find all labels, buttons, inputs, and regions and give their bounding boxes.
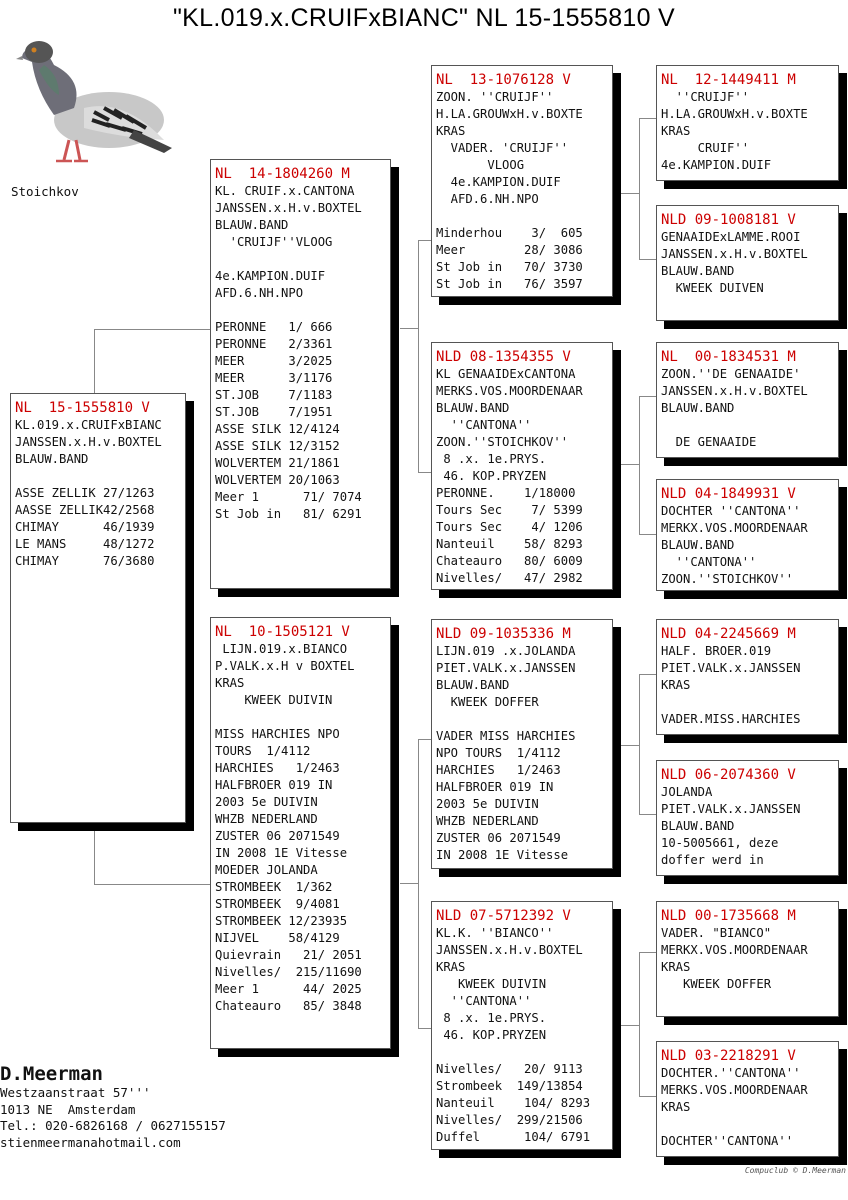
owner-info bbox=[0, 1063, 226, 1151]
pedigree-line: KL GENAAIDExCANTONA bbox=[436, 367, 576, 381]
pedigree-line: MERKX.VOS.MOORDENAAR bbox=[661, 521, 808, 535]
pedigree-line: Meer 1 71/ 7074 bbox=[215, 490, 362, 504]
pedigree-card-dam-dam bbox=[431, 901, 613, 1150]
pedigree-line: KL. CRUIF.x.CANTONA bbox=[215, 184, 355, 198]
pedigree-line: BLAUW.BAND bbox=[215, 218, 289, 232]
pedigree-line: Quievrain 21/ 2051 bbox=[215, 948, 362, 962]
pedigree-line: TOURS 1/4112 bbox=[215, 744, 311, 758]
pedigree-line: PERONNE. 1/18000 bbox=[436, 486, 576, 500]
pedigree-line: VADER. "BIANCO" bbox=[661, 926, 772, 940]
pedigree-card-subject bbox=[10, 393, 186, 823]
pedigree-line: Tours Sec 4/ 1206 bbox=[436, 520, 583, 534]
pedigree-line: ASSE ZELLIK 27/1263 bbox=[15, 486, 155, 500]
pedigree-line: BLAUW.BAND bbox=[436, 401, 510, 415]
ring-number: NL 13-1076128 V bbox=[436, 72, 571, 88]
pedigree-line: JANSSEN.x.H.v.BOXTEL bbox=[661, 247, 808, 261]
pedigree-card-dam-sire-sire bbox=[656, 619, 839, 735]
pedigree-line: CHIMAY 46/1939 bbox=[15, 520, 155, 534]
pedigree-line: KL.019.x.CRUIFxBIANC bbox=[15, 418, 162, 432]
pedigree-line: ZOON.''STOICHKOV'' bbox=[436, 435, 569, 449]
pedigree-line: H.LA.GROUWxH.v.BOXTE bbox=[436, 107, 583, 121]
pedigree-line: H.LA.GROUWxH.v.BOXTE bbox=[661, 107, 808, 121]
pedigree-card-sire-dam-sire bbox=[656, 342, 839, 458]
pedigree-line: HALF. BROER.019 bbox=[661, 644, 772, 658]
pedigree-card-dam-dam-dam bbox=[656, 1041, 839, 1157]
pedigree-line: ST.JOB 7/1951 bbox=[215, 405, 333, 419]
pedigree-line: PIET.VALK.x.JANSSEN bbox=[661, 802, 801, 816]
pedigree-line: DOCHTER ''CANTONA'' bbox=[661, 504, 801, 518]
pedigree-card-dam-sire-dam bbox=[656, 760, 839, 876]
pedigree-line: 'CRUIJF''VLOOG bbox=[215, 235, 333, 249]
bird-caption: Stoichkov bbox=[11, 184, 79, 199]
ring-number: NLD 07-5712392 V bbox=[436, 908, 571, 924]
pedigree-line: ZOON. ''CRUIJF'' bbox=[436, 90, 554, 104]
pedigree-line: 4e.KAMPION.DUIF bbox=[215, 269, 326, 283]
pedigree-line: LE MANS 48/1272 bbox=[15, 537, 155, 551]
pedigree-card-dam-dam-sire bbox=[656, 901, 839, 1017]
pedigree-line: NIJVEL 58/4129 bbox=[215, 931, 340, 945]
pedigree-line: VLOOG bbox=[436, 158, 525, 172]
pedigree-line: MEER 3/1176 bbox=[215, 371, 333, 385]
pedigree-line: BLAUW.BAND bbox=[661, 819, 735, 833]
pedigree-line: MEER 3/2025 bbox=[215, 354, 333, 368]
pedigree-line bbox=[215, 709, 386, 726]
pedigree-line: AFD.6.NH.NPO bbox=[215, 286, 304, 300]
pedigree-line: ZUSTER 06 2071549 bbox=[436, 831, 561, 845]
ring-number: NL 14-1804260 M bbox=[215, 166, 350, 182]
ring-number: NLD 04-2245669 M bbox=[661, 626, 796, 642]
pedigree-line: MERKX.VOS.MOORDENAAR bbox=[661, 943, 808, 957]
pedigree-line: STROMBEEK 9/4081 bbox=[215, 897, 340, 911]
pedigree-line: JANSSEN.x.H.v.BOXTEL bbox=[215, 201, 362, 215]
ring-number: NLD 08-1354355 V bbox=[436, 349, 571, 365]
pedigree-line: ''CANTONA'' bbox=[436, 418, 532, 432]
pedigree-line: VADER MISS HARCHIES bbox=[436, 729, 576, 743]
pedigree-line bbox=[661, 417, 834, 434]
pedigree-line: ZOON.''DE GENAAIDE' bbox=[661, 367, 801, 381]
pedigree-line: BLAUW.BAND bbox=[436, 678, 510, 692]
pedigree-line bbox=[215, 302, 386, 319]
pedigree-line: ASSE SILK 12/3152 bbox=[215, 439, 340, 453]
pedigree-line: KRAS bbox=[436, 124, 466, 138]
ring-number: NLD 06-2074360 V bbox=[661, 767, 796, 783]
page-title: "KL.019.x.CRUIFxBIANC" NL 15-1555810 V bbox=[172, 4, 676, 32]
pedigree-line: GENAAIDExLAMME.ROOI bbox=[661, 230, 801, 244]
pedigree-line: 46. KOP.PRYZEN bbox=[436, 1028, 547, 1042]
pedigree-line: BLAUW.BAND bbox=[661, 264, 735, 278]
pedigree-line: 8 .x. 1e.PRYS. bbox=[436, 1011, 547, 1025]
pedigree-line: STROMBEEK 12/23935 bbox=[215, 914, 348, 928]
pedigree-line: ZOON.''STOICHKOV'' bbox=[661, 572, 794, 586]
pedigree-line bbox=[436, 711, 608, 728]
pedigree-line: LIJN.019.x.BIANCO bbox=[215, 642, 348, 656]
pedigree-line: Meer 28/ 3086 bbox=[436, 243, 583, 257]
ring-number: NLD 09-1035336 M bbox=[436, 626, 571, 642]
pedigree-line: ''CANTONA'' bbox=[661, 555, 757, 569]
pedigree-line: AASSE ZELLIK42/2568 bbox=[15, 503, 155, 517]
owner-city: 1013 NE Amsterdam bbox=[0, 1101, 136, 1117]
pedigree-line: WOLVERTEM 20/1063 bbox=[215, 473, 340, 487]
pedigree-line: Nanteuil 58/ 8293 bbox=[436, 537, 583, 551]
pedigree-line: DOCHTER''CANTONA'' bbox=[661, 1134, 794, 1148]
pedigree-card-sire-sire-dam bbox=[656, 205, 839, 321]
pedigree-line: VADER.MISS.HARCHIES bbox=[661, 712, 801, 726]
pedigree-line: ZUSTER 06 2071549 bbox=[215, 829, 340, 843]
ring-number: NL 10-1505121 V bbox=[215, 624, 350, 640]
footer-credit: Compuclub © D.Meerman bbox=[744, 1166, 846, 1175]
ring-number: NL 00-1834531 M bbox=[661, 349, 796, 365]
pedigree-line: 2003 5e DUIVIN bbox=[215, 795, 318, 809]
pedigree-line: ST.JOB 7/1183 bbox=[215, 388, 333, 402]
pedigree-line: KRAS bbox=[661, 960, 691, 974]
pedigree-line: JANSSEN.x.H.v.BOXTEL bbox=[661, 384, 808, 398]
pedigree-line bbox=[15, 468, 181, 485]
pedigree-line: Strombeek 149/13854 bbox=[436, 1079, 583, 1093]
pedigree-line: St Job in 76/ 3597 bbox=[436, 277, 583, 291]
pedigree-line: LIJN.019 .x.JOLANDA bbox=[436, 644, 576, 658]
pedigree-line: KWEEK DOFFER bbox=[436, 695, 539, 709]
pedigree-line: Nanteuil 104/ 8293 bbox=[436, 1096, 591, 1110]
pedigree-line bbox=[436, 1044, 608, 1061]
pedigree-line: WOLVERTEM 21/1861 bbox=[215, 456, 340, 470]
pedigree-line: KWEEK DUIVEN bbox=[661, 281, 764, 295]
pedigree-line: WHZB NEDERLAND bbox=[215, 812, 318, 826]
pedigree-card-dam-sire bbox=[431, 619, 613, 869]
pedigree-line: St Job in 70/ 3730 bbox=[436, 260, 583, 274]
pedigree-card-sire bbox=[210, 159, 391, 589]
pedigree-line: MOEDER JOLANDA bbox=[215, 863, 318, 877]
pedigree-line: Duffel 104/ 6791 bbox=[436, 1130, 591, 1144]
ring-number: NL 15-1555810 V bbox=[15, 400, 150, 416]
pedigree-card-sire-sire bbox=[431, 65, 613, 297]
ring-number: NL 12-1449411 M bbox=[661, 72, 796, 88]
pedigree-line: HARCHIES 1/2463 bbox=[436, 763, 561, 777]
ring-number: NLD 09-1008181 V bbox=[661, 212, 796, 228]
pedigree-line: CHIMAY 76/3680 bbox=[15, 554, 155, 568]
pigeon-photo bbox=[14, 20, 174, 170]
pedigree-line: Nivelles/ 20/ 9113 bbox=[436, 1062, 583, 1076]
pedigree-card-sire-sire-sire bbox=[656, 65, 839, 181]
pedigree-line: PIET.VALK.x.JANSSEN bbox=[436, 661, 576, 675]
pedigree-line: Meer 1 44/ 2025 bbox=[215, 982, 362, 996]
pedigree-line bbox=[436, 208, 608, 225]
pedigree-line: MERKS.VOS.MOORDENAAR bbox=[436, 384, 583, 398]
owner-email: stienmeermanahotmail.com bbox=[0, 1134, 181, 1150]
pedigree-line: WHZB NEDERLAND bbox=[436, 814, 539, 828]
pedigree-line: JANSSEN.x.H.v.BOXTEL bbox=[15, 435, 162, 449]
pedigree-line bbox=[215, 251, 386, 268]
pedigree-line: doffer werd in bbox=[661, 853, 764, 867]
pedigree-line: Nivelles/ 215/11690 bbox=[215, 965, 362, 979]
pedigree-line: JOLANDA bbox=[661, 785, 713, 799]
pedigree-line: KWEEK DUIVIN bbox=[215, 693, 333, 707]
owner-name: D.Meerman bbox=[0, 1063, 103, 1085]
pedigree-line: DOCHTER.''CANTONA'' bbox=[661, 1066, 801, 1080]
pedigree-line: St Job in 81/ 6291 bbox=[215, 507, 362, 521]
pedigree-line: 46. KOP.PRYZEN bbox=[436, 469, 547, 483]
pedigree-line: PIET.VALK.x.JANSSEN bbox=[661, 661, 801, 675]
pedigree-line: KRAS bbox=[661, 678, 691, 692]
pedigree-line: KWEEK DUIVIN bbox=[436, 977, 547, 991]
ring-number: NLD 03-2218291 V bbox=[661, 1048, 796, 1064]
pedigree-line: ASSE SILK 12/4124 bbox=[215, 422, 340, 436]
pedigree-card-sire-dam bbox=[431, 342, 613, 590]
pedigree-card-dam bbox=[210, 617, 391, 1049]
pedigree-line: AFD.6.NH.NPO bbox=[436, 192, 539, 206]
pedigree-line: IN 2008 1E Vitesse bbox=[215, 846, 348, 860]
pedigree-line bbox=[661, 694, 834, 711]
pedigree-line: KL.K. ''BIANCO'' bbox=[436, 926, 554, 940]
pedigree-line: BLAUW.BAND bbox=[661, 538, 735, 552]
pedigree-line: JANSSEN.x.H.v.BOXTEL bbox=[436, 943, 583, 957]
pedigree-line: IN 2008 1E Vitesse bbox=[436, 848, 569, 862]
pedigree-line: CRUIF'' bbox=[661, 141, 750, 155]
pedigree-line: Nivelles/ 299/21506 bbox=[436, 1113, 583, 1127]
pedigree-line: Nivelles/ 47/ 2982 bbox=[436, 571, 583, 585]
pedigree-line: HALFBROER 019 IN bbox=[436, 780, 554, 794]
pedigree-line: VADER. 'CRUIJF'' bbox=[436, 141, 569, 155]
pedigree-line bbox=[661, 1116, 834, 1133]
pedigree-line: HARCHIES 1/2463 bbox=[215, 761, 340, 775]
pedigree-line: ''CANTONA'' bbox=[436, 994, 532, 1008]
pedigree-line: 4e.KAMPION.DUIF bbox=[661, 158, 772, 172]
pedigree-line: NPO TOURS 1/4112 bbox=[436, 746, 561, 760]
pedigree-line: MISS HARCHIES NPO bbox=[215, 727, 340, 741]
ring-number: NLD 04-1849931 V bbox=[661, 486, 796, 502]
pedigree-card-sire-dam-dam bbox=[656, 479, 839, 591]
pedigree-line: KRAS bbox=[215, 676, 245, 690]
pedigree-line: Minderhou 3/ 605 bbox=[436, 226, 583, 240]
pedigree-line: ''CRUIJF'' bbox=[661, 90, 750, 104]
pedigree-line: KRAS bbox=[661, 1100, 691, 1114]
ring-number: NLD 00-1735668 M bbox=[661, 908, 796, 924]
pedigree-line: 10-5005661, deze bbox=[661, 836, 779, 850]
owner-address: Westzaanstraat 57''' bbox=[0, 1085, 151, 1100]
pedigree-line: BLAUW.BAND bbox=[661, 401, 735, 415]
pedigree-line: 8 .x. 1e.PRYS. bbox=[436, 452, 547, 466]
pedigree-line: PERONNE 1/ 666 bbox=[215, 320, 333, 334]
pedigree-line: KWEEK DOFFER bbox=[661, 977, 772, 991]
pedigree-line: 2003 5e DUIVIN bbox=[436, 797, 539, 811]
pedigree-line: HALFBROER 019 IN bbox=[215, 778, 333, 792]
owner-phone: Tel.: 020-6826168 / 0627155157 bbox=[0, 1118, 226, 1133]
pedigree-line: DE GENAAIDE bbox=[661, 435, 757, 449]
pedigree-line: PERONNE 2/3361 bbox=[215, 337, 333, 351]
pedigree-line: KRAS bbox=[436, 960, 466, 974]
pedigree-line: 4e.KAMPION.DUIF bbox=[436, 175, 561, 189]
pedigree-line: MERKS.VOS.MOORDENAAR bbox=[661, 1083, 808, 1097]
pedigree-line: Chateauro 80/ 6009 bbox=[436, 554, 583, 568]
pedigree-line: KRAS bbox=[661, 124, 691, 138]
pedigree-line: BLAUW.BAND bbox=[15, 452, 89, 466]
pedigree-line: STROMBEEK 1/362 bbox=[215, 880, 333, 894]
pedigree-line: P.VALK.x.H v BOXTEL bbox=[215, 659, 355, 673]
pedigree-line: Chateauro 85/ 3848 bbox=[215, 999, 362, 1013]
pedigree-line: Tours Sec 7/ 5399 bbox=[436, 503, 583, 517]
